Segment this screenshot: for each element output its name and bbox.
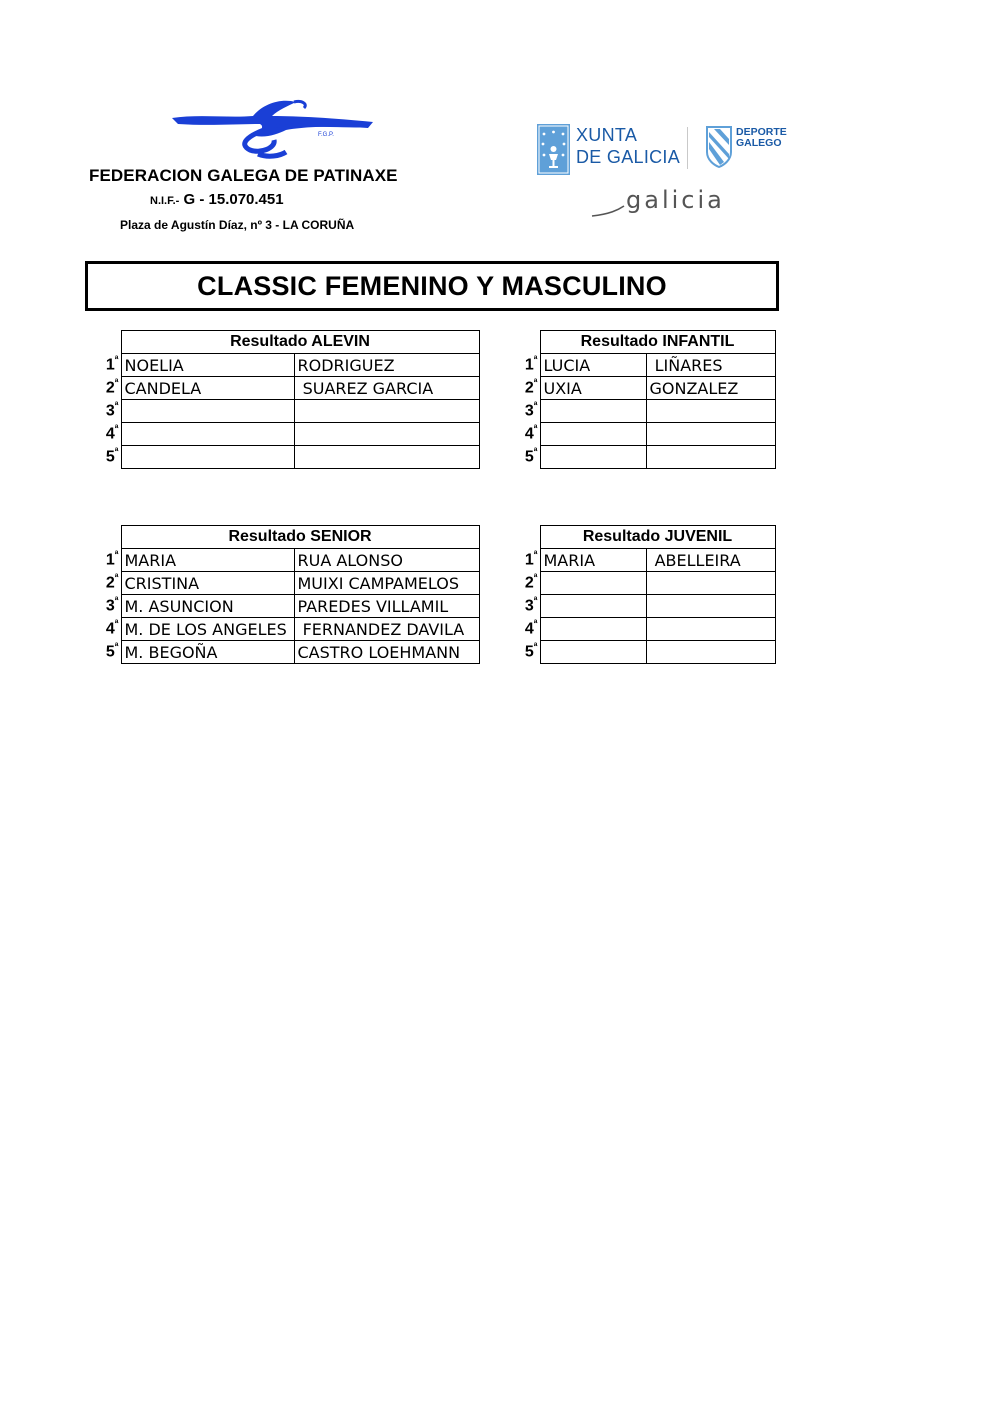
position-cell: $4^ª$ [524, 424, 538, 443]
nif-line [150, 191, 284, 208]
table-row [517, 446, 775, 469]
position-cell: $2^ª$ [524, 378, 538, 397]
table-row [517, 572, 775, 595]
last-name-cell [646, 400, 775, 423]
table-heading: Resultado ALEVIN [121, 331, 479, 354]
last-name-cell: SUAREZ GARCIA [294, 377, 479, 400]
first-name-cell [540, 618, 646, 641]
table-row [517, 354, 775, 377]
nif-label: N.I.F.- [150, 195, 180, 207]
last-name-cell: MUIXI CAMPAMELOS [294, 572, 479, 595]
position-cell: $1^ª$ [524, 355, 538, 374]
last-name-cell [646, 595, 775, 618]
table-row [517, 377, 775, 400]
table-row [517, 400, 775, 423]
position-cell: $1^ª$ [105, 355, 119, 374]
first-name-cell: MARIA [540, 549, 646, 572]
last-name-cell: FERNANDEZ DAVILA [294, 618, 479, 641]
page-title: CLASSIC FEMENINO Y MASCULINO [197, 270, 667, 301]
table-row [98, 446, 479, 469]
position-cell: $4^ª$ [105, 619, 119, 638]
table-row [98, 618, 479, 641]
first-name-cell: NOELIA [121, 354, 294, 377]
logo-divider [687, 127, 688, 169]
position-cell: $2^ª$ [524, 573, 538, 592]
position-cell: $1^ª$ [105, 550, 119, 569]
table-row [517, 641, 775, 664]
deporte-line-1: DEPORTE [736, 126, 787, 138]
table-row [517, 595, 775, 618]
first-name-cell: CRISTINA [121, 572, 294, 595]
results-table-alevin [98, 330, 480, 469]
first-name-cell [540, 641, 646, 664]
position-cell: $2^ª$ [105, 378, 119, 397]
table-row [517, 549, 775, 572]
first-name-cell [540, 572, 646, 595]
table-heading-row [517, 331, 775, 354]
last-name-cell [294, 423, 479, 446]
deporte-galego-icon [706, 126, 732, 168]
first-name-cell: M. BEGOÑA [121, 641, 294, 664]
position-cell: $3^ª$ [524, 401, 538, 420]
table-heading: Resultado SENIOR [121, 526, 479, 549]
position-cell: $4^ª$ [105, 424, 119, 443]
last-name-cell: CASTRO LOEHMANN [294, 641, 479, 664]
table-heading-row [98, 331, 479, 354]
first-name-cell: CANDELA [121, 377, 294, 400]
federation-name: FEDERACION GALEGA DE PATINAXE [89, 166, 398, 185]
deporte-galego-wordmark [736, 127, 787, 149]
table-row [98, 549, 479, 572]
fgp-logo-initials: F.G.P. [318, 132, 334, 138]
xunta-wordmark [576, 124, 680, 168]
last-name-cell [294, 400, 479, 423]
first-name-cell [540, 400, 646, 423]
first-name-cell [121, 423, 294, 446]
position-cell: $5^ª$ [524, 447, 538, 466]
position-cell: $4^ª$ [524, 619, 538, 638]
position-cell: $5^ª$ [105, 642, 119, 661]
table-heading-row [517, 526, 775, 549]
xunta-shield-icon [537, 124, 570, 175]
table-row [98, 354, 479, 377]
first-name-cell [540, 595, 646, 618]
last-name-cell [646, 641, 775, 664]
position-cell: $5^ª$ [105, 447, 119, 466]
xunta-line-1: XUNTA [576, 125, 638, 145]
fgp-logo [168, 96, 380, 166]
position-cell: $3^ª$ [105, 401, 119, 420]
galicia-logo-text: galicia [626, 186, 725, 214]
table-heading: Resultado INFANTIL [540, 331, 775, 354]
results-table-senior [98, 525, 480, 664]
last-name-cell: PAREDES VILLAMIL [294, 595, 479, 618]
last-name-cell [646, 572, 775, 595]
first-name-cell: LUCIA [540, 354, 646, 377]
last-name-cell: ABELLEIRA [646, 549, 775, 572]
results-table-juvenil [517, 525, 776, 664]
galicia-logo [590, 186, 745, 222]
address: Plaza de Agustín Díaz, nº 3 - LA CORUÑA [120, 218, 355, 232]
nif-value: G - 15.070.451 [183, 191, 284, 208]
table-row [98, 423, 479, 446]
first-name-cell [121, 400, 294, 423]
table-row [98, 572, 479, 595]
table-row [98, 595, 479, 618]
table-row [517, 618, 775, 641]
first-name-cell [540, 446, 646, 469]
first-name-cell: MARIA [121, 549, 294, 572]
table-heading-row [98, 526, 479, 549]
first-name-cell: M. DE LOS ANGELES [121, 618, 294, 641]
table-row [517, 423, 775, 446]
xunta-line-2: DE GALICIA [576, 147, 681, 167]
last-name-cell [646, 446, 775, 469]
results-table-infantil [517, 330, 776, 469]
position-cell: $3^ª$ [524, 596, 538, 615]
last-name-cell: LIÑARES [646, 354, 775, 377]
table-row [98, 377, 479, 400]
table-row [98, 400, 479, 423]
position-cell: $1^ª$ [524, 550, 538, 569]
title-box [85, 261, 779, 311]
table-heading: Resultado JUVENIL [540, 526, 775, 549]
first-name-cell [121, 446, 294, 469]
last-name-cell [646, 423, 775, 446]
position-cell: $3^ª$ [105, 596, 119, 615]
position-cell: $5^ª$ [524, 642, 538, 661]
position-cell: $2^ª$ [105, 573, 119, 592]
first-name-cell: M. ASUNCION [121, 595, 294, 618]
last-name-cell [646, 618, 775, 641]
table-row [98, 641, 479, 664]
last-name-cell: GONZALEZ [646, 377, 775, 400]
deporte-line-2: GALEGO [736, 137, 782, 149]
last-name-cell: RODRIGUEZ [294, 354, 479, 377]
last-name-cell: RUA ALONSO [294, 549, 479, 572]
first-name-cell [540, 423, 646, 446]
first-name-cell: UXIA [540, 377, 646, 400]
last-name-cell [294, 446, 479, 469]
